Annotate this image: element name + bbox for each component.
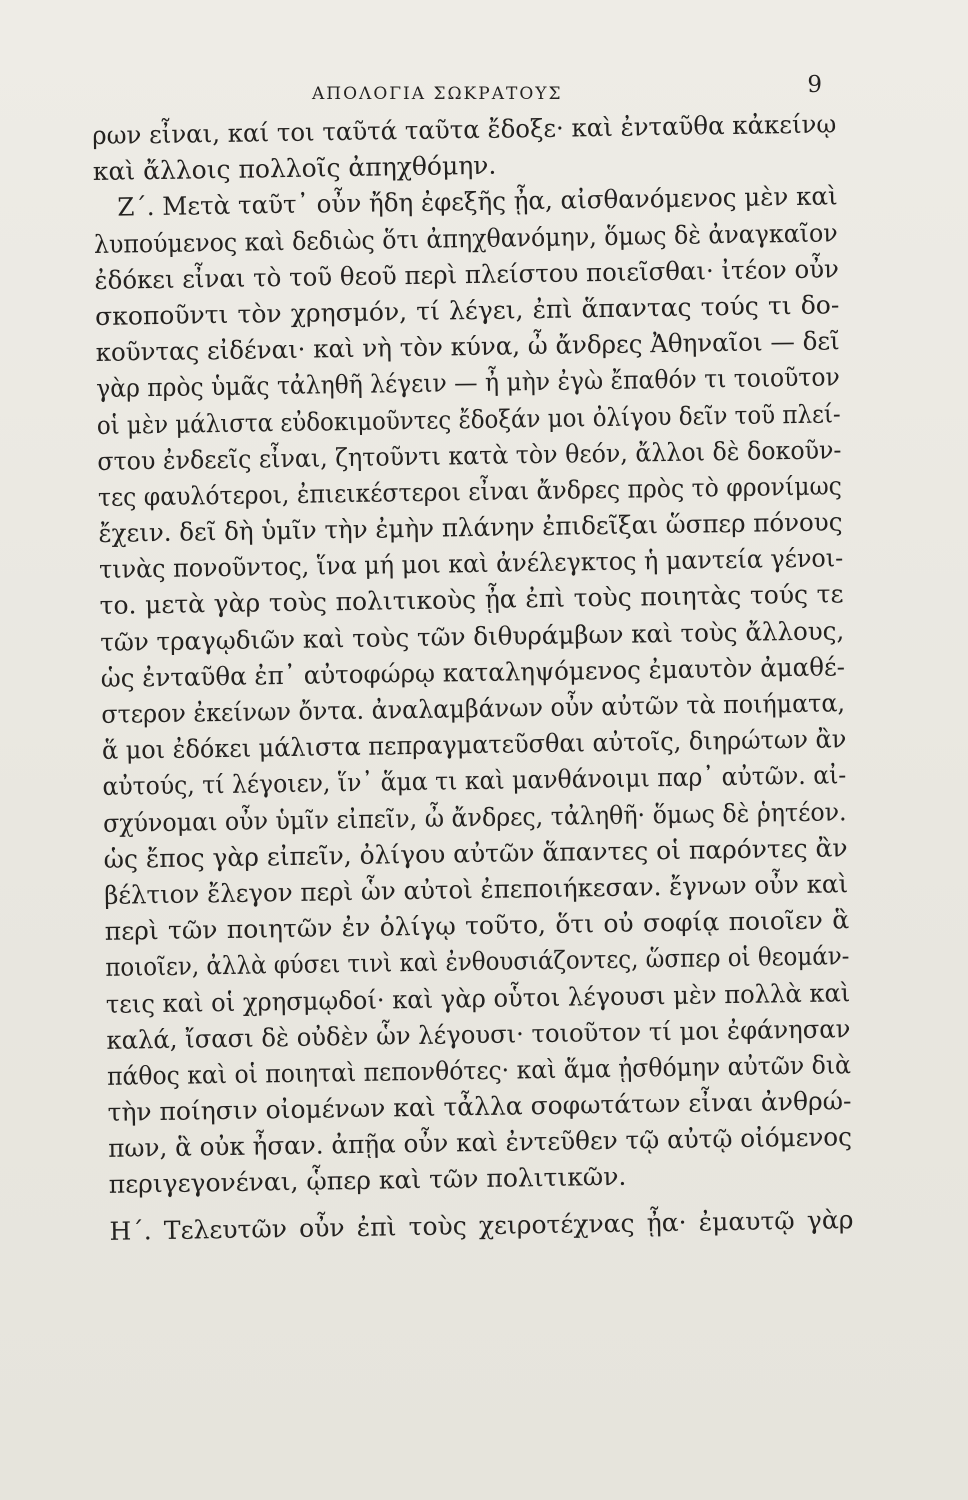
text-line: ἐδόκει εἶναι τὸ τοῦ θεοῦ περὶ πλείστου ποιεῖσθαι· ἰτέον οὖν xyxy=(94,254,840,295)
text-line: αὐτούς, τί λέγοιεν, ἵν᾽ ἅμα τι καὶ μανθάνοιμι παρ᾽ αὐτῶν. αἰ- xyxy=(102,760,847,802)
text-line: σκοποῦντι τὸν χρησμόν, τί λέγει, ἐπὶ ἅπαντας τούς τι δο- xyxy=(94,290,840,331)
text-line: στου ἐνδεεῖς εἶναι, ζητοῦντι κατὰ τὸν θεόν, ἄλλοι δὲ δοκοῦν- xyxy=(97,434,842,476)
page-header xyxy=(92,72,828,112)
text-line: περιγεγονέναι, ᾧπερ καὶ τῶν πολιτικῶν. xyxy=(108,1162,627,1200)
text-line: οἱ μὲν μάλιστα εὐδοκιμοῦντες ἔδοξάν μοι ὀλίγου δεῖν τοῦ πλεί- xyxy=(96,398,841,440)
text-line: βέλτιον ἔλεγον περὶ ὧν αὐτοὶ ἐπεποιήκεσαν. ἔγνων οὖν καὶ xyxy=(103,869,849,910)
text-line: πων, ἃ οὐκ ἦσαν. ἀπῇα οὖν καὶ ἐντεῦθεν τῷ αὐτῷ οἰόμενος xyxy=(107,1122,853,1164)
text-line: σχύνομαι οὖν ὑμῖν εἰπεῖν, ὦ ἄνδρες, τἀληθῆ· ὅμως δὲ ῥητέον. xyxy=(102,796,847,838)
text-line: το. μετὰ γὰρ τοὺς πολιτικοὺς ᾖα ἐπὶ τοὺς ποιητὰς τούς τε xyxy=(99,579,844,621)
text-line: στερον ἐκείνων ὄντα. ἀναλαμβάνων οὖν αὐτῶν τὰ ποιήματα, xyxy=(101,688,846,729)
running-title: ΑΠΟΛΟΓΙΑ ΣΩΚΡΑΤΟΥΣ xyxy=(312,84,563,104)
margin-mark-3 xyxy=(8,812,15,837)
text-line: ποιοῖεν, ἀλλὰ φύσει τινὶ καὶ ἐνθουσιάζοντες, ὥσπερ οἱ θεομάν- xyxy=(105,941,850,983)
text-line: καλά, ἴσασι δὲ οὐδὲν ὧν λέγουσι· τοιοῦτον τί μοι ἐφάνησαν xyxy=(106,1013,851,1055)
text-line: τῶν τραγῳδιῶν καὶ τοὺς τῶν διθυράμβων καὶ τοὺς ἄλλους, xyxy=(100,615,845,657)
text-line: ὡς ἔπος γὰρ εἰπεῖν, ὀλίγου αὐτῶν ἅπαντες οἱ παρόντες ἂν xyxy=(103,832,848,874)
text-line: λυπούμενος καὶ δεδιὼς ὅτι ἀπηχθανόμην, ὅμως δὲ ἀναγκαῖον xyxy=(93,217,838,259)
text-line: ὡς ἐνταῦθα ἐπ᾽ αὐτοφώρῳ καταληψόμενος ἐμαυτὸν ἀμαθέ- xyxy=(100,652,846,693)
text-line: τεις καὶ οἱ χρησμῳδοί· καὶ γὰρ οὗτοι λέγουσι μὲν πολλὰ καὶ xyxy=(105,977,851,1019)
text-line: ἔχειν. δεῖ δὴ ὑμῖν τὴν ἐμὴν πλάνην ἐπιδεῖξαι ὥσπερ πόνους xyxy=(98,507,843,549)
pencil-scribble-top-right xyxy=(637,0,662,60)
pencil-scribble-top xyxy=(65,0,95,57)
page-number: 9 xyxy=(807,72,822,98)
text-line: γὰρ πρὸς ὑμᾶς τἀληθῆ λέγειν — ἦ μὴν ἐγὼ ἔπαθόν τι τοιοῦτον xyxy=(96,362,840,404)
text-line: κοῦντας εἰδέναι· καὶ νὴ τὸν κύνα, ὦ ἄνδρες Ἀθηναῖοι — δεῖ xyxy=(95,326,840,368)
text-line: τὴν ποίησιν οἰομένων καὶ τἆλλα σοφωτάτων εἶναι ἀνθρώ- xyxy=(107,1086,852,1127)
margin-mark-1 xyxy=(6,655,13,680)
section-start-line: Η΄. Τελευτῶν οὖν ἐπὶ τοὺς χειροτέχνας ᾖα· ἐμαυτῷ γὰρ xyxy=(109,1204,854,1246)
text-line: τες φαυλότεροι, ἐπιεικέστεροι εἶναι ἄνδρες πρὸς τὸ φρονίμως xyxy=(97,471,843,512)
text-line: τινὰς πονοῦντος, ἵνα μή μοι καὶ ἀνέλεγκτος ἡ μαντεία γένοι- xyxy=(98,543,844,585)
text-line: ἅ μοι ἐδόκει μάλιστα πεπραγματεῦσθαι αὐτοῖς, διηρώτων ἂν xyxy=(101,724,847,766)
main-text xyxy=(92,106,854,1249)
text-line: πάθος καὶ οἱ ποιηταὶ πεπονθότες· καὶ ἅμα ᾐσθόμην αὐτῶν διὰ xyxy=(106,1050,852,1091)
text-line: ρων εἶναι, καί τοι ταῦτά ταῦτα ἔδοξε· καὶ ἐνταῦθα κἀκείνῳ xyxy=(92,109,837,150)
margin-mark-2 xyxy=(14,690,21,715)
text-line: καὶ ἄλλοις πολλοῖς ἀπηχθόμην. xyxy=(92,150,497,187)
section-start-line: Ζ΄. Μετὰ ταῦτ᾽ οὖν ἤδη ἐφεξῆς ᾖα, αἰσθανόμενος μὲν καὶ xyxy=(117,181,838,222)
text-line: περὶ τῶν ποιητῶν ἐν ὀλίγῳ τοῦτο, ὅτι οὐ σοφίᾳ ποιοῖεν ἃ xyxy=(104,905,850,947)
